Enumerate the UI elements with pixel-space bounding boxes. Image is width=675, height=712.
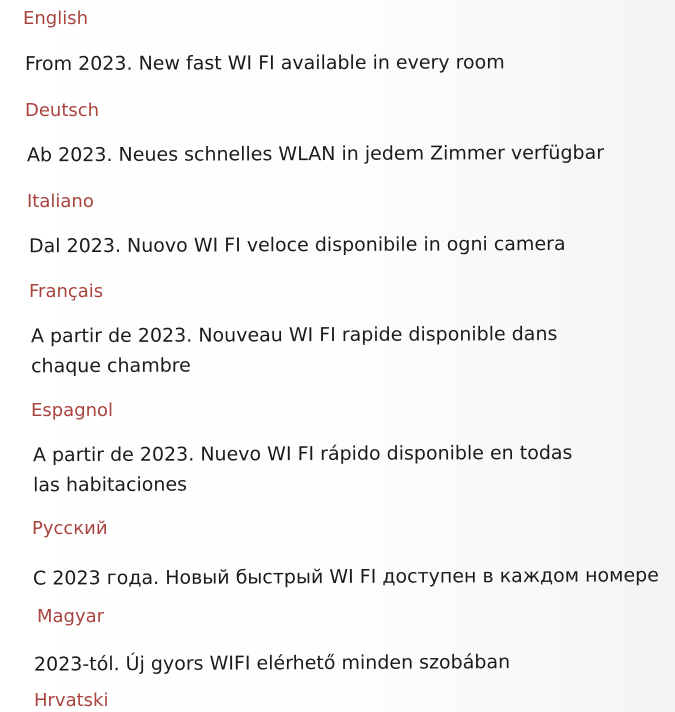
notice-text-espagnol: A partir de 2023. Nuevo WI FI rápido disponible en todas las habitaciones	[32, 441, 573, 497]
language-heading-espagnol: Espagnol	[31, 400, 114, 421]
notice-text-francais: A partir de 2023. Nouveau WI FI rapide disponible dans chaque chambre	[30, 323, 558, 378]
language-heading-english: English	[23, 8, 88, 29]
notice-text-magyar: 2023-tól. Új gyors WIFI elérhető minden szobában	[33, 651, 511, 676]
notice-text-deutsch: Ab 2023. Neues schnelles WLAN in jedem Zimmer verfügbar	[26, 141, 605, 167]
language-heading-magyar: Magyar	[37, 606, 105, 627]
language-heading-italiano: Italiano	[27, 191, 94, 212]
notice-text-english: From 2023. New fast WI FI available in every room	[24, 51, 505, 76]
language-heading-hrvatski: Hrvatski	[34, 690, 109, 711]
language-heading-francais: Français	[29, 281, 104, 302]
notice-text-italiano: Dal 2023. Nuovo WI FI veloce disponibile in ogni camera	[28, 232, 566, 258]
language-heading-russian: Русский	[32, 518, 108, 539]
notice-text-russian: С 2023 года. Новый быстрый WI FI доступен в каждом номере	[32, 564, 659, 590]
language-heading-deutsch: Deutsch	[25, 100, 100, 121]
